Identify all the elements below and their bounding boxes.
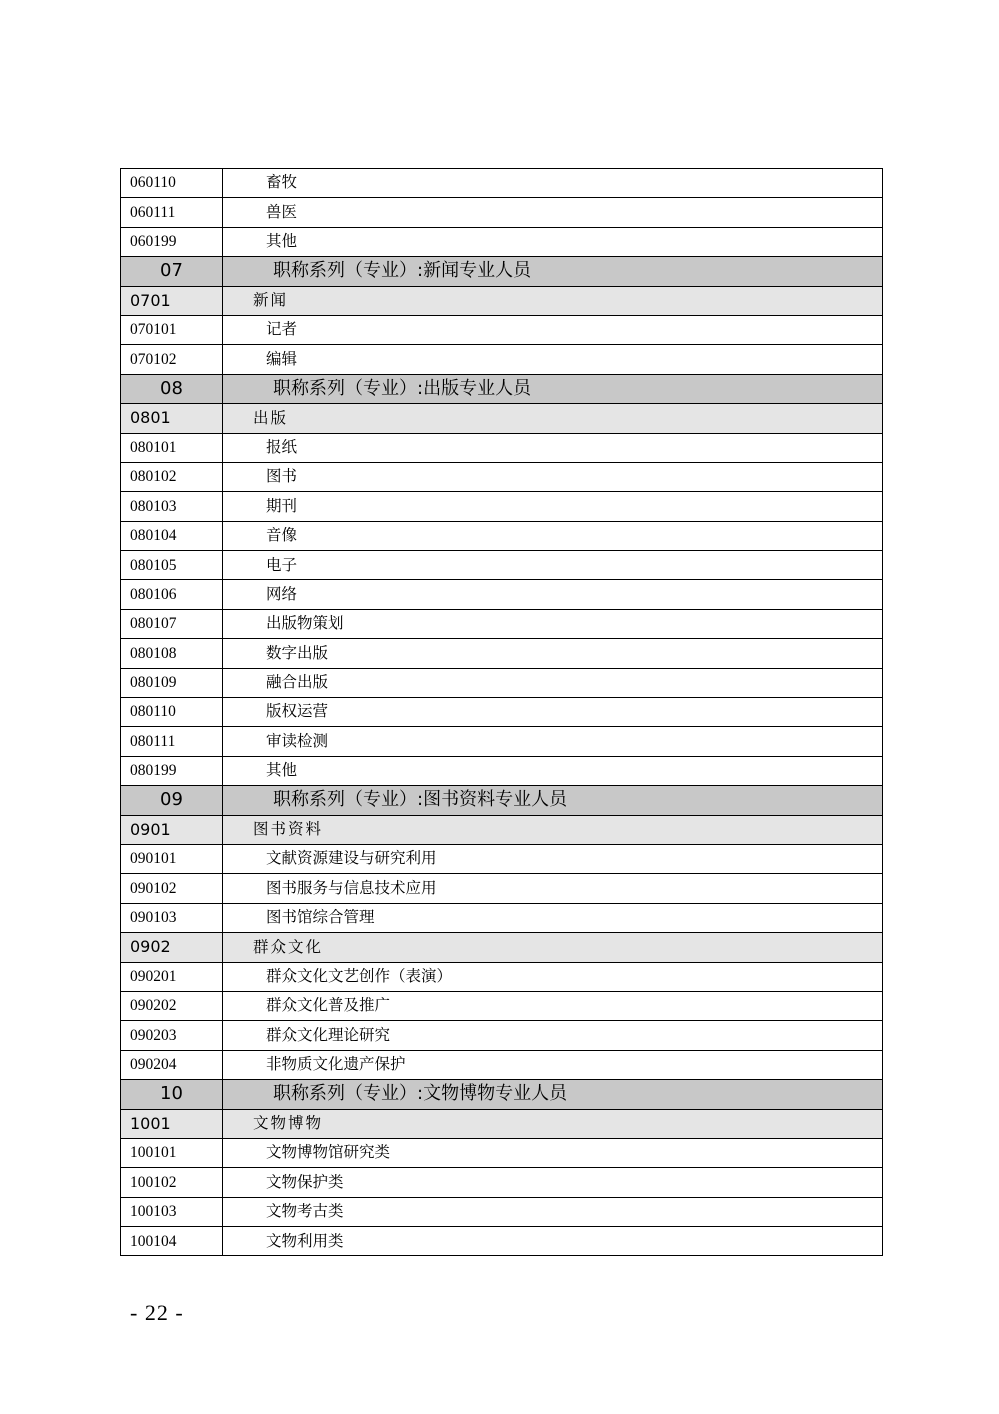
row-code: 08 <box>121 374 223 403</box>
table-row <box>121 1138 883 1167</box>
row-name: 群众文化普及推广 <box>223 991 883 1020</box>
table-row <box>121 903 883 932</box>
row-code: 100103 <box>121 1197 223 1226</box>
series-row <box>121 257 883 286</box>
row-code: 100104 <box>121 1227 223 1256</box>
row-code: 07 <box>121 257 223 286</box>
row-name: 群众文化理论研究 <box>223 1021 883 1050</box>
table-row <box>121 462 883 491</box>
row-code: 070101 <box>121 315 223 344</box>
row-name: 图书馆综合管理 <box>223 903 883 932</box>
row-name: 职称系列（专业）:文物博物专业人员 <box>223 1080 883 1109</box>
table-row <box>121 315 883 344</box>
row-code: 080110 <box>121 698 223 727</box>
table-row <box>121 1050 883 1079</box>
row-code: 080105 <box>121 551 223 580</box>
row-code: 080101 <box>121 433 223 462</box>
row-name: 职称系列（专业）:出版专业人员 <box>223 374 883 403</box>
series-row <box>121 786 883 815</box>
table-row <box>121 580 883 609</box>
row-name: 其他 <box>223 756 883 785</box>
row-code: 080109 <box>121 668 223 697</box>
row-name: 职称系列（专业）:新闻专业人员 <box>223 257 883 286</box>
table-row <box>121 698 883 727</box>
page-number: - 22 - <box>130 1300 184 1325</box>
series-row <box>121 374 883 403</box>
row-name: 新闻 <box>223 286 883 315</box>
row-name: 群众文化 <box>223 933 883 962</box>
table-row <box>121 1168 883 1197</box>
row-code: 080103 <box>121 492 223 521</box>
row-code: 1001 <box>121 1109 223 1138</box>
row-code: 080108 <box>121 639 223 668</box>
table-row <box>121 991 883 1020</box>
row-name: 网络 <box>223 580 883 609</box>
row-code: 0701 <box>121 286 223 315</box>
row-name: 畜牧 <box>223 169 883 198</box>
row-code: 100101 <box>121 1138 223 1167</box>
row-code: 080107 <box>121 609 223 638</box>
row-name: 其他 <box>223 227 883 256</box>
row-name: 报纸 <box>223 433 883 462</box>
row-code: 080199 <box>121 756 223 785</box>
row-code: 100102 <box>121 1168 223 1197</box>
table-row <box>121 609 883 638</box>
table-row <box>121 551 883 580</box>
table-row <box>121 227 883 256</box>
table-row <box>121 433 883 462</box>
row-code: 090202 <box>121 991 223 1020</box>
row-code: 0801 <box>121 404 223 433</box>
row-name: 电子 <box>223 551 883 580</box>
table-row <box>121 727 883 756</box>
classification-table-body <box>121 169 883 1256</box>
row-code: 080104 <box>121 521 223 550</box>
row-code: 090203 <box>121 1021 223 1050</box>
classification-table <box>120 168 883 1256</box>
series-row <box>121 1080 883 1109</box>
row-code: 080102 <box>121 462 223 491</box>
category-row <box>121 1109 883 1138</box>
table-row <box>121 345 883 374</box>
row-code: 090201 <box>121 962 223 991</box>
row-name: 图书 <box>223 462 883 491</box>
row-name: 群众文化文艺创作（表演） <box>223 962 883 991</box>
table-row <box>121 198 883 227</box>
row-name: 音像 <box>223 521 883 550</box>
row-code: 090102 <box>121 874 223 903</box>
category-row <box>121 286 883 315</box>
row-name: 文物利用类 <box>223 1227 883 1256</box>
table-row <box>121 492 883 521</box>
row-name: 文物博物 <box>223 1109 883 1138</box>
row-code: 090103 <box>121 903 223 932</box>
table-row <box>121 1197 883 1226</box>
table-row <box>121 874 883 903</box>
row-code: 0902 <box>121 933 223 962</box>
table-row <box>121 521 883 550</box>
row-name: 期刊 <box>223 492 883 521</box>
row-name: 审读检测 <box>223 727 883 756</box>
row-code: 080111 <box>121 727 223 756</box>
row-name: 文物博物馆研究类 <box>223 1138 883 1167</box>
category-row <box>121 815 883 844</box>
row-name: 图书资料 <box>223 815 883 844</box>
row-name: 兽医 <box>223 198 883 227</box>
row-name: 职称系列（专业）:图书资料专业人员 <box>223 786 883 815</box>
row-code: 090204 <box>121 1050 223 1079</box>
row-code: 070102 <box>121 345 223 374</box>
row-code: 060199 <box>121 227 223 256</box>
row-code: 09 <box>121 786 223 815</box>
row-name: 出版物策划 <box>223 609 883 638</box>
table-row <box>121 1021 883 1050</box>
table-row <box>121 1227 883 1256</box>
table-row <box>121 962 883 991</box>
row-code: 0901 <box>121 815 223 844</box>
row-code: 060111 <box>121 198 223 227</box>
table-row <box>121 844 883 873</box>
row-name: 图书服务与信息技术应用 <box>223 874 883 903</box>
row-name: 出版 <box>223 404 883 433</box>
row-name: 数字出版 <box>223 639 883 668</box>
row-name: 编辑 <box>223 345 883 374</box>
table-row <box>121 639 883 668</box>
row-code: 060110 <box>121 169 223 198</box>
table-row <box>121 668 883 697</box>
row-code: 090101 <box>121 844 223 873</box>
row-name: 记者 <box>223 315 883 344</box>
category-row <box>121 933 883 962</box>
row-name: 非物质文化遗产保护 <box>223 1050 883 1079</box>
row-code: 080106 <box>121 580 223 609</box>
row-name: 文物考古类 <box>223 1197 883 1226</box>
table-row <box>121 756 883 785</box>
row-name: 版权运营 <box>223 698 883 727</box>
table-row <box>121 169 883 198</box>
row-code: 10 <box>121 1080 223 1109</box>
category-row <box>121 404 883 433</box>
row-name: 文物保护类 <box>223 1168 883 1197</box>
row-name: 融合出版 <box>223 668 883 697</box>
row-name: 文献资源建设与研究利用 <box>223 844 883 873</box>
